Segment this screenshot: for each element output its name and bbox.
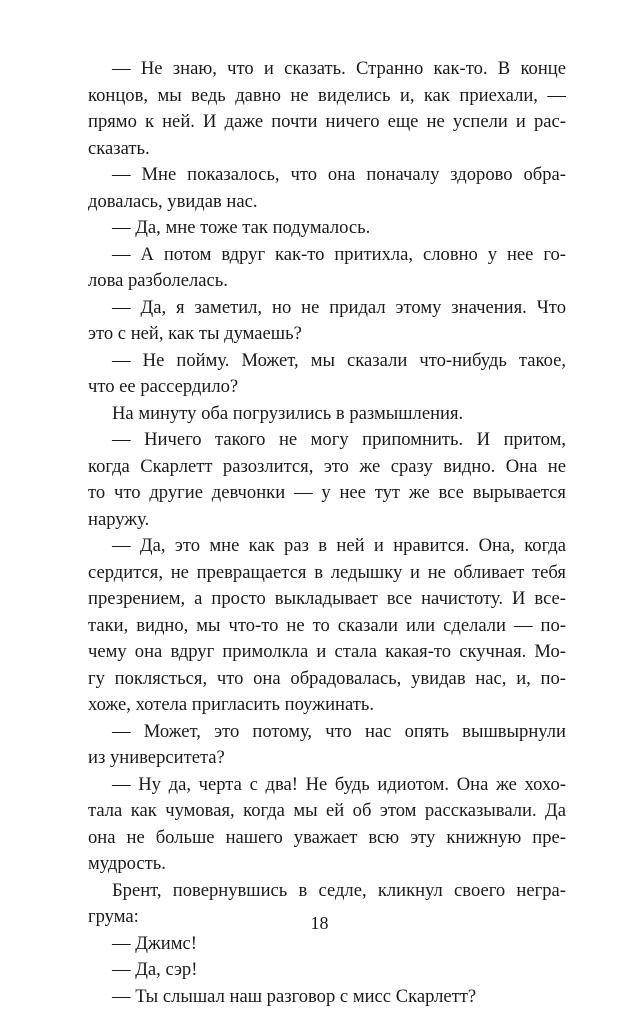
text-line: — Джимс! <box>88 931 566 958</box>
text-line: — Да, я заметил, но не придал этому значения. Что <box>88 295 566 322</box>
text-line: гу поклясться, что она обрадовалась, увидав нас, и, по- <box>88 666 566 693</box>
page-number: 18 <box>0 913 639 934</box>
text-line: она не больше нашего уважает всю эту книжную пре- <box>88 825 566 852</box>
text-line: грума: <box>88 904 566 931</box>
text-line: — Может, это потому, что нас опять вышвырнули <box>88 719 566 746</box>
text-line: — Да, сэр! <box>88 957 566 984</box>
text-line: — Ну да, черта с два! Не будь идиотом. Она же хохо- <box>88 772 566 799</box>
text-line: — Не пойму. Может, мы сказали что-нибудь такое, <box>88 348 566 375</box>
text-line: На минуту оба погрузились в размышления. <box>88 401 566 428</box>
text-line: — Ты слышал наш разговор с мисс Скарлетт? <box>88 984 566 1010</box>
text-line: — А потом вдруг как-то притихла, словно у нее го- <box>88 242 566 269</box>
text-line: из университета? <box>88 745 566 772</box>
text-line: лова разболелась. <box>88 268 566 295</box>
text-line: хоже, хотела пригласить поужинать. <box>88 692 566 719</box>
text-line: — Мне показалось, что она поначалу здорово обра- <box>88 162 566 189</box>
text-line: сердится, не превращается в ледышку и не обливает тебя <box>88 560 566 587</box>
text-line: прямо к ней. И даже почти ничего еще не успели и рас- <box>88 109 566 136</box>
text-line: концов, мы ведь давно не виделись и, как приехали, — <box>88 83 566 110</box>
text-line: Брент, повернувшись в седле, кликнул своего негра- <box>88 878 566 905</box>
text-line: наружу. <box>88 507 566 534</box>
text-line: — Да, это мне как раз в ней и нравится. Она, когда <box>88 533 566 560</box>
text-line: — Не знаю, что и сказать. Странно как-то. В конце <box>88 56 566 83</box>
text-line: презрением, а просто выкладывает все начистоту. И все- <box>88 586 566 613</box>
text-line: чему она вдруг примолкла и стала какая-то скучная. Мо- <box>88 639 566 666</box>
body-text <box>88 56 566 1010</box>
text-line: когда Скарлетт разозлится, это же сразу видно. Она не <box>88 454 566 481</box>
text-line: сказать. <box>88 136 566 163</box>
text-line: это с ней, как ты думаешь? <box>88 321 566 348</box>
text-line: мудрость. <box>88 851 566 878</box>
text-line: довалась, увидав нас. <box>88 189 566 216</box>
text-line: то что другие девчонки — у нее тут же все вырывается <box>88 480 566 507</box>
text-line: что ее рассердило? <box>88 374 566 401</box>
text-line: тала как чумовая, когда мы ей об этом рассказывали. Да <box>88 798 566 825</box>
text-line: — Да, мне тоже так подумалось. <box>88 215 566 242</box>
text-line: таки, видно, мы что-то не то сказали или сделали — по- <box>88 613 566 640</box>
text-line: — Ничего такого не могу припомнить. И притом, <box>88 427 566 454</box>
